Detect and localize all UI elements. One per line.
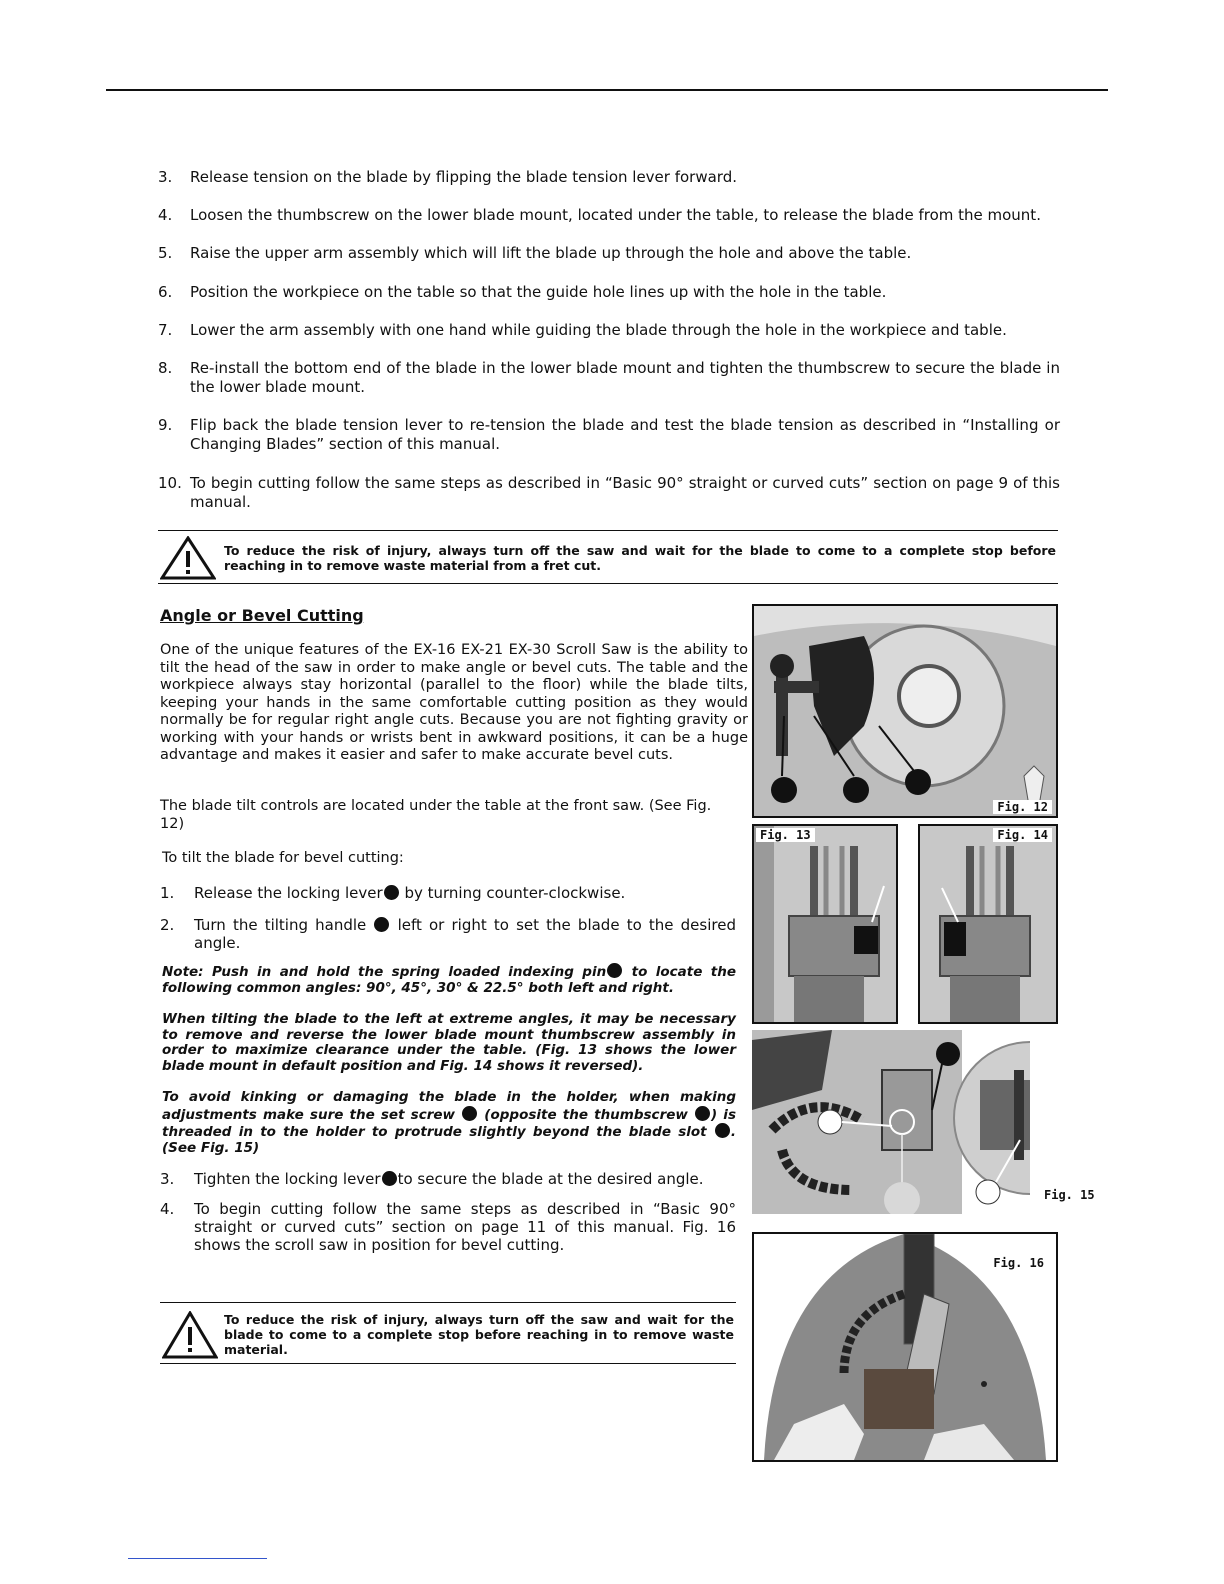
callout-marker xyxy=(695,1106,710,1121)
footer-rule xyxy=(128,1558,267,1559)
warning-box xyxy=(158,530,1058,584)
list-item: 2. Turn the tilting handle left or right to set the blade to the desired angle. xyxy=(160,916,736,952)
figure-label: Fig. 15 xyxy=(1040,1188,1099,1202)
list-item: 4. Loosen the thumbscrew on the lower blade mount, located under the table, to release the blade from the mount. xyxy=(158,206,1041,224)
header-rule xyxy=(106,89,1108,91)
callout-marker xyxy=(607,963,622,978)
list-item: 9. Flip back the blade tension lever to re-tension the blade and test the blade tension as described in “Installing or Changing Blades” section of this manual. xyxy=(158,416,1060,453)
callout-marker xyxy=(715,1123,730,1138)
controls-paragraph: The blade tilt controls are located under the table at the front saw. (See Fig. 12) xyxy=(160,798,712,832)
figure-16-photo xyxy=(752,1232,1058,1462)
warning-box xyxy=(160,1302,736,1364)
list-item: 8. Re-install the bottom end of the blade in the lower blade mount and tighten the thumbscrew to secure the blade in the lower blade mount. xyxy=(158,359,1060,396)
list-item: 3. Release tension on the blade by flipping the blade tension lever forward. xyxy=(158,168,738,186)
warning-text: To reduce the risk of injury, always turn off the saw and wait for the blade to come to a complete stop before reaching in to remove waste material from a fret cut. xyxy=(224,543,1056,573)
callout-marker xyxy=(384,885,399,900)
warning-icon xyxy=(162,1311,218,1359)
intro-paragraph: One of the unique features of the EX-16 EX-21 EX-30 Scroll Saw is the ability to tilt the head of the saw in order to make angle or bevel cuts. The table and the workpiece always stay horizontal (parallel to the floor) while the blade tilts, keeping your hands in the same comfortable cutting position as they would normally be for regular right angle cuts. Because you are not fighting gravity or working with your hands or wrists bent in awkward positions, it can be a huge advantage and makes it easier and safer to make accurate bevel cuts. xyxy=(160,642,748,763)
figure-label: Fig. 12 xyxy=(993,800,1052,814)
callout-marker xyxy=(382,1171,397,1186)
list-item: 5. Raise the upper arm assembly which will lift the blade up through the hole and above the table. xyxy=(158,244,912,262)
figure-13-photo xyxy=(752,824,898,1024)
figure-15-photo xyxy=(752,1030,1030,1214)
section-title: Angle or Bevel Cutting xyxy=(160,606,364,625)
figure-14-photo xyxy=(918,824,1058,1024)
note-set-screw: To avoid kinking or damaging the blade in the holder, when making adjustments make sure the set screw (opposite the thumbscrew ) is threaded in to the holder to protrude slightly beyond the blade slot . (See Fig. 15) xyxy=(162,1089,736,1156)
list-item: 3. Tighten the locking lever to secure the blade at the desired angle. xyxy=(160,1170,704,1188)
list-item: 10. To begin cutting follow the same steps as described in “Basic 90° straight or curved cuts” section on page 9 of this manual. xyxy=(158,474,1060,511)
callout-marker xyxy=(374,917,389,932)
figure-label: Fig. 14 xyxy=(993,828,1052,842)
figure-12-photo xyxy=(752,604,1058,818)
warning-icon xyxy=(160,536,216,580)
note-indexing-pin: Note: Push in and hold the spring loaded indexing pin to locate the following common angles: 90°, 45°, 30° & 22.5° both left and right. xyxy=(162,964,736,996)
list-item: 1. Release the locking lever by turning counter-clockwise. xyxy=(160,884,626,902)
list-item: 7. Lower the arm assembly with one hand while guiding the blade through the hole in the workpiece and table. xyxy=(158,321,1007,339)
callout-marker xyxy=(462,1106,477,1121)
figure-label: Fig. 13 xyxy=(756,828,815,842)
warning-text: To reduce the risk of injury, always turn off the saw and wait for the blade to come to a complete stop before reaching in to remove waste material. xyxy=(224,1312,734,1357)
to-tilt-text: To tilt the blade for bevel cutting: xyxy=(162,850,404,866)
list-item: 4. To begin cutting follow the same steps as described in “Basic 90° straight or curved cuts” section on page 11 of this manual. Fig. 16 shows the scroll saw in position for bevel cutting. xyxy=(160,1200,736,1254)
list-item: 6. Position the workpiece on the table so that the guide hole lines up with the hole in the table. xyxy=(158,283,887,301)
note-extreme-angles: When tilting the blade to the left at extreme angles, it may be necessary to remove and reverse the lower blade mount thumbscrew assembly in order to maximize clearance under the table. (Fig. 13 shows the lower blade mount in default position and Fig. 14 shows it reversed). xyxy=(162,1011,736,1074)
figure-label: Fig. 16 xyxy=(989,1256,1048,1270)
